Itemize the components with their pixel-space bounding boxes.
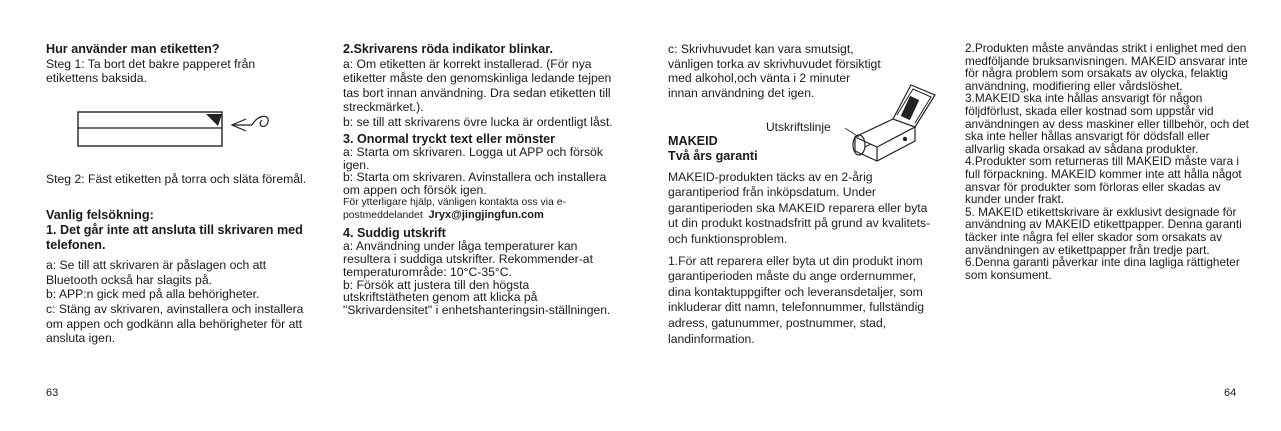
- warranty-item-3: 3.MAKEID ska inte hållas ansvarigt för någon följdförlust, skada eller kostnad som uppstår vid användningen av dess maskiner eller tillbehör, och det ska inte heller hållas ansvarigt för dödsfall eller allvarlig skada orsakad av sådana produkter.: [965, 91, 1249, 156]
- contact-note: [343, 197, 615, 222]
- answer-1b: b: APP:n gick med på alla behörigheter.: [46, 287, 260, 302]
- how-to-title: Hur använder man etiketten?: [46, 42, 220, 56]
- step-1: [46, 57, 308, 86]
- contact-email: Jryx@jingjingfun.com: [428, 208, 544, 221]
- answer-3b: b: Starta om skrivaren. Avinstallera och installera om appen och försök igen.: [343, 170, 607, 197]
- contact-note-text: För ytterligare hjälp, vänligen kontakta oss via e-postmeddelandet: [343, 196, 566, 221]
- brand-title: MAKEID: [668, 134, 718, 149]
- column-4: [965, 42, 1250, 281]
- answer-3a: a: Starta om skrivaren. Logga ut APP och försök igen.: [343, 145, 603, 172]
- warranty-title: Två års garanti: [668, 148, 758, 163]
- warranty-item-5: 5. MAKEID etikettskrivare är exklusivt designade för användning av MAKEID etikettpapper. Denna garanti täcker inte några fel eller skador som orsakats av användningen av etikettpapper från tredje part.: [965, 204, 1242, 257]
- answer-1c: c: Stäng av skrivaren, avinstallera och installera om appen och godkänn alla behörigheter för att ansluta igen.: [46, 301, 304, 346]
- answer-4a: a: Användning under låga temperaturer kan resultera i suddiga utskrifter. Rekommender-at temperaturområde: 10°C-35°C.: [343, 239, 593, 279]
- answer-1a: a: Se till att skrivaren är påslagen och att Bluetooth också har slagits på.: [46, 258, 267, 287]
- step-1-text: Ta bort det bakre papperet från etikettens baksida.: [46, 56, 256, 86]
- label-peel-diagram: [46, 92, 308, 172]
- answer-4b: b: Försök att justera till den högsta utskriftstätheten genom att klicka på "Skrivardensitet" i enhetshanteringsin-ställningen.: [343, 277, 611, 318]
- answer-2a: a: Om etiketten är korrekt installerad. (För nya etiketter måste den genomskinliga ledande tejpen tas bort innan användning. Dra sedan etiketten till streckmärket.).: [343, 56, 612, 115]
- warranty-item-1: 1.För att reparera eller byta ut din produkt inom garantiperioden måste du ange ordernummer, dina kontaktuppgifter och leveransdetaljer, som inkluderar ditt namn, telefonnummer, fullständig adress, gatunummer, postnummer, stad, landinformation.: [668, 253, 925, 346]
- answer-2c: c: Skrivhuvudet kan vara smutsigt, vänligen torka av skrivhuvudet försiktigt med alkohol,och vänta i 2 minuter innan användning det igen.: [668, 42, 881, 100]
- step-2: [46, 172, 308, 187]
- question-2: 2.Skrivarens röda indikator blinkar.: [343, 42, 553, 56]
- question-1: 1. Det går inte att ansluta till skrivaren med telefonen.: [46, 222, 303, 252]
- step-2-label: Steg 2:: [46, 171, 85, 186]
- printer-illustration: [845, 75, 955, 175]
- warranty-item-6: 6.Denna garanti påverkar inte dina lagliga rättigheter som konsument.: [965, 255, 1240, 282]
- warranty-item-2: 2.Produkten måste användas strikt i enlighet med den medföljande bruksanvisningen. MAKEID ansvarar inte för några problem som orsakats av olycka, felaktig användning, modifiering eller vårdslöshet.: [965, 41, 1248, 93]
- warranty-intro: MAKEID-produkten täcks av en 2-årig garantiperiod från inköpsdatum. Under garantiperioden ska MAKEID reparera eller byta ut din produkt kostnadsfritt på grund av kvalitets- och funktionsproblem.: [668, 169, 931, 246]
- column-2: [343, 42, 615, 317]
- print-line-label: Utskriftslinje: [766, 120, 831, 134]
- page-number-left: 63: [46, 387, 59, 399]
- warranty-item-4: 4.Produkter som returneras till MAKEID måste vara i full förpackning. MAKEID kommer inte att hålla något ansvar för produkter som förloras eller skadas av kunder under frakt.: [965, 154, 1242, 207]
- answer-2b: b: se till att skrivarens övre lucka är ordentligt låst.: [343, 114, 613, 129]
- page-number-right: 64: [1224, 387, 1237, 399]
- question-4: 4. Suddig utskrift: [343, 225, 446, 240]
- troubleshooting-title: Vanlig felsökning:: [46, 208, 154, 223]
- step-1-label: Steg 1:: [46, 56, 85, 71]
- step-2-text: Fäst etiketten på torra och släta föremål.: [84, 171, 307, 186]
- label-peel-illustration: [46, 92, 286, 162]
- question-3: 3. Onormal tryckt text eller mönster: [343, 131, 556, 146]
- column-1: [46, 42, 308, 346]
